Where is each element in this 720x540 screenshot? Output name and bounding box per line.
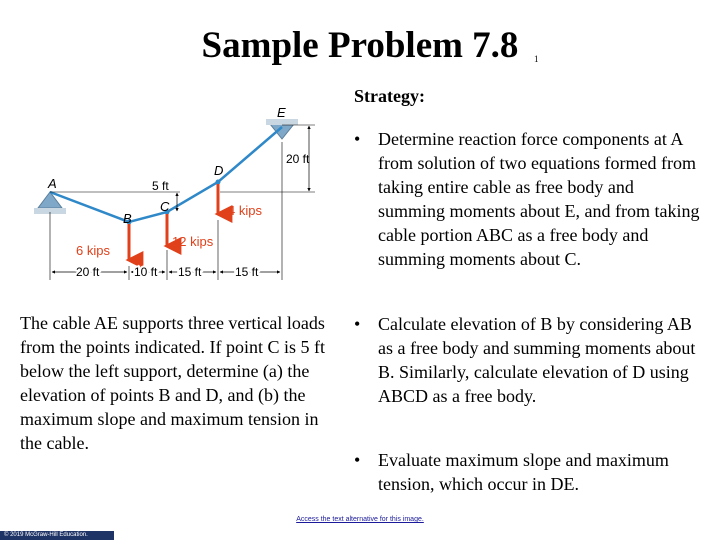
strategy-bullet-text: Calculate elevation of B by considering AB as a free body and summing moments about B. Similarly, calculate elevation of D using ABCD as a free body. xyxy=(378,314,696,406)
point-label-a: A xyxy=(48,176,57,191)
point-label-d: D xyxy=(214,163,224,178)
copyright-bar: © 2019 McGraw-Hill Education. xyxy=(0,531,114,540)
point-label-e: E xyxy=(277,105,286,120)
dim-label-span2: 10 ft xyxy=(134,265,158,279)
dim-label-span3: 15 ft xyxy=(178,265,202,279)
load-label-c: 12 kips xyxy=(172,234,214,249)
load-label-d: 4 kips xyxy=(228,203,262,218)
strategy-bullet-2 xyxy=(354,312,704,408)
strategy-bullet-3 xyxy=(354,448,704,496)
dim-label-span1: 20 ft xyxy=(76,265,100,279)
dim-label-span4: 15 ft xyxy=(235,265,259,279)
slide-number: 1 xyxy=(534,54,539,64)
strategy-bullet-1 xyxy=(354,127,704,271)
point-label-c: C xyxy=(160,199,170,214)
bullet-dot-icon: • xyxy=(354,450,361,470)
cable-figure xyxy=(30,100,330,290)
problem-statement: The cable AE supports three vertical loads from the points indicated. If point C is 5 ft below the left support, determine (a) the elevation of points B and D, and (b) the maximum slope and maximum tension in the cable. xyxy=(20,313,325,453)
load-label-b: 6 kips xyxy=(76,243,110,258)
strategy-heading: Strategy: xyxy=(354,86,425,106)
point-label-b: B xyxy=(123,211,132,226)
strategy-bullet-text: Determine reaction force components at A from solution of two equations formed from taking entire cable as free body and summing moments about E, and from taking cable portion ABC as a free body and summing moments about C. xyxy=(378,129,700,269)
slide-title: Sample Problem 7.8 xyxy=(201,25,519,66)
strategy-bullet-text: Evaluate maximum slope and maximum tension, which occur in DE. xyxy=(378,450,669,494)
dim-label-e-rise: 20 ft xyxy=(286,152,310,166)
text-alternative-link[interactable]: Access the text alternative for this image. xyxy=(296,516,424,523)
bullet-dot-icon: • xyxy=(354,129,361,149)
bullet-dot-icon: • xyxy=(354,314,361,334)
dim-label-c-drop: 5 ft xyxy=(152,179,169,193)
joint-d xyxy=(216,180,221,185)
